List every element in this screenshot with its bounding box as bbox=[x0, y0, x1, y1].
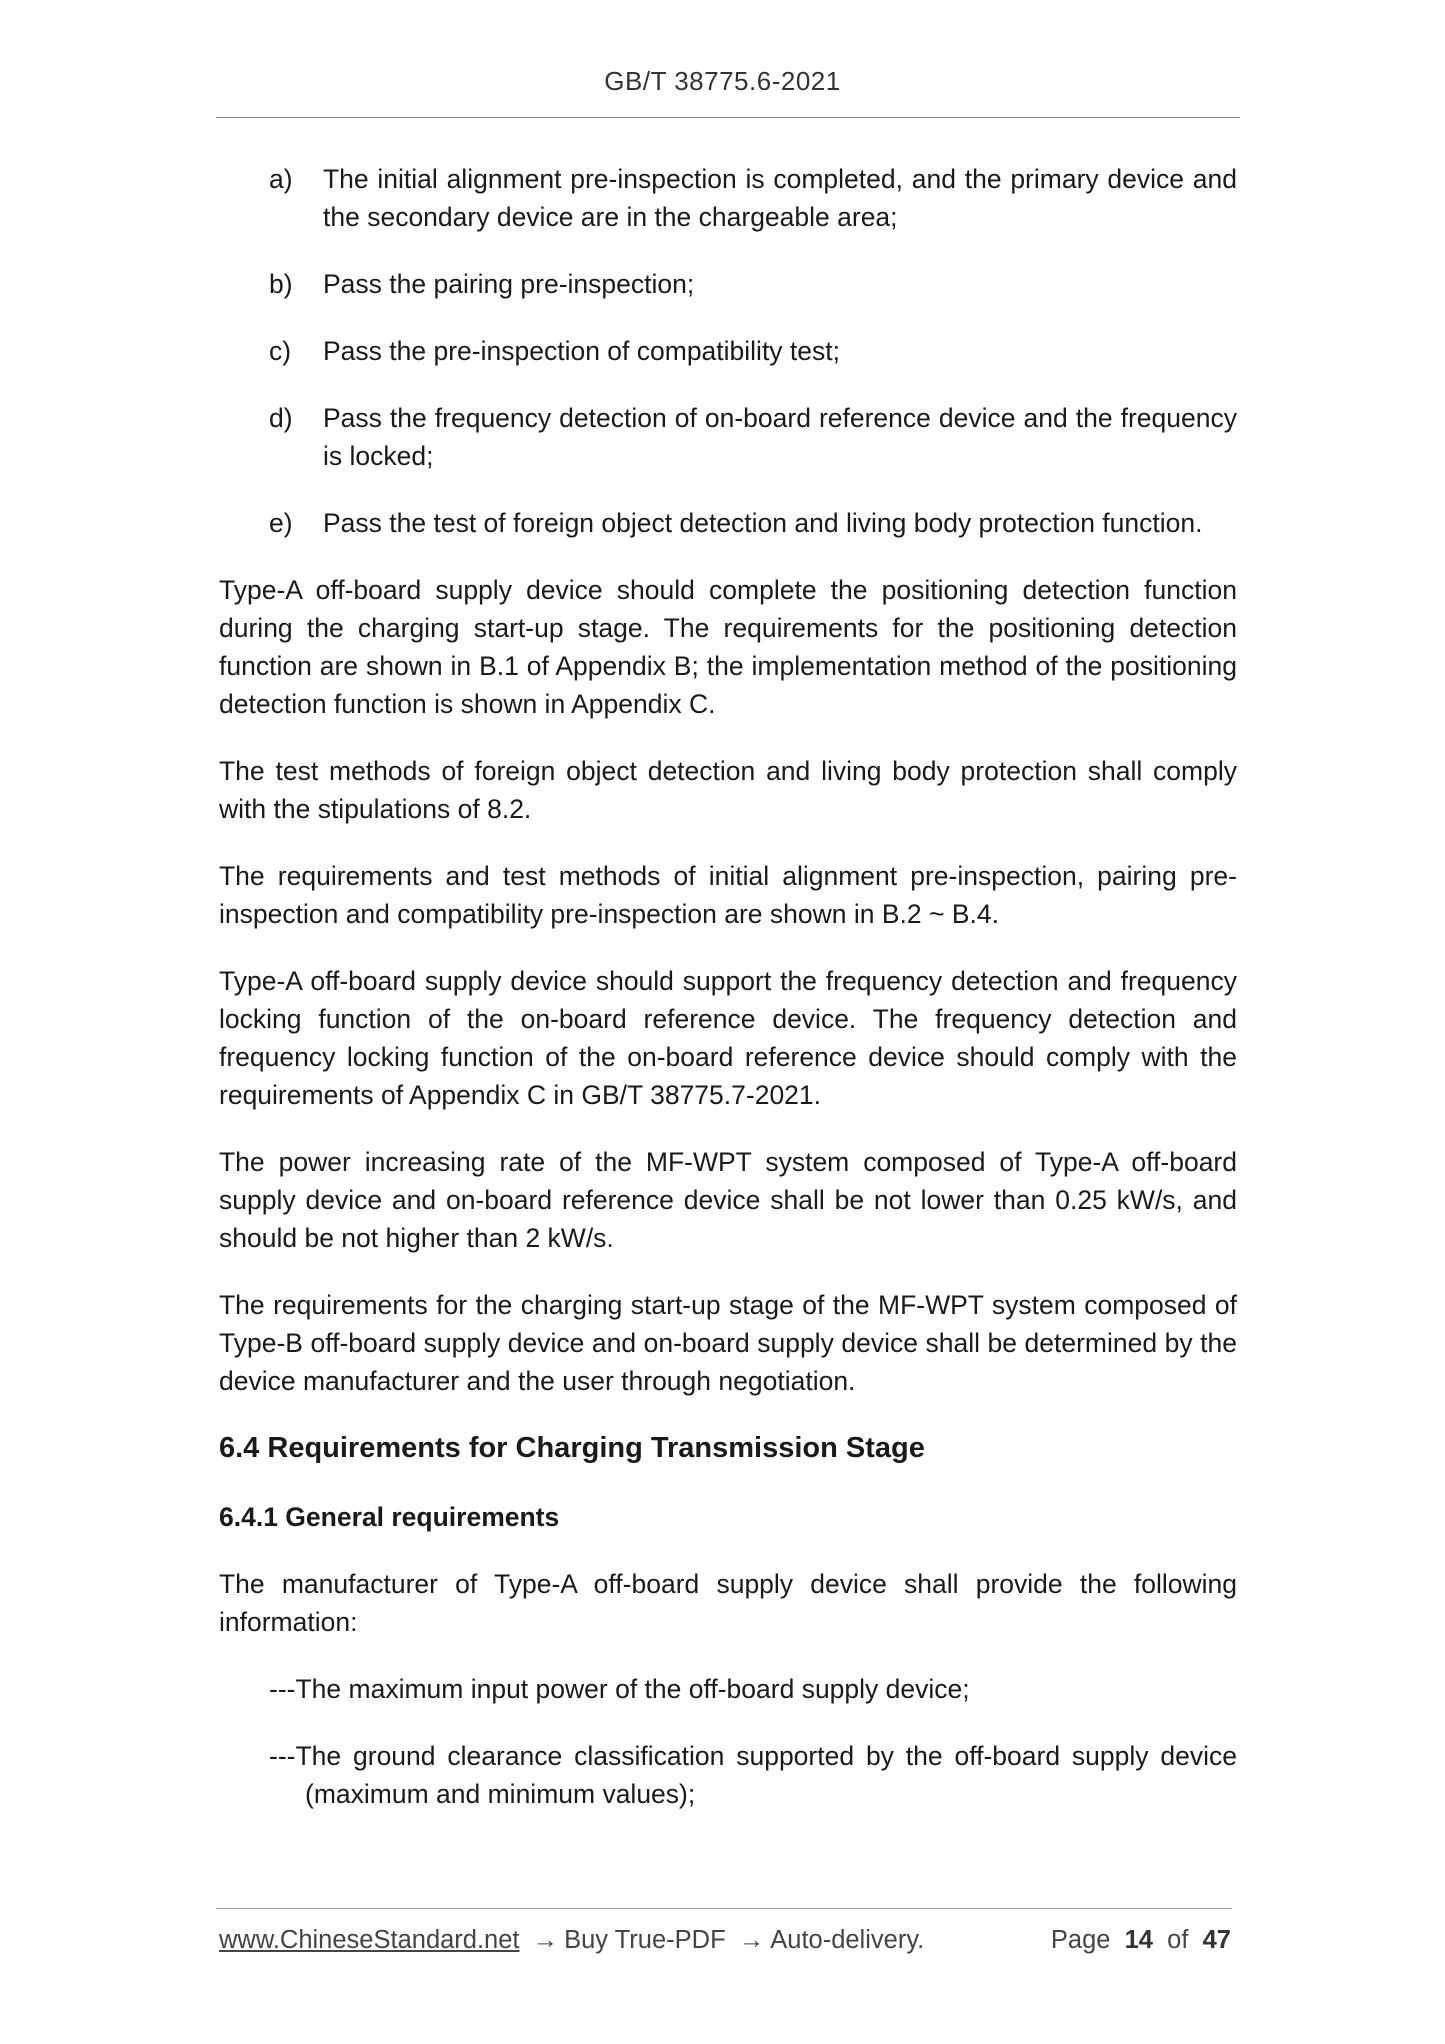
page-footer bbox=[219, 1926, 1231, 1955]
list-marker: a) bbox=[269, 164, 293, 194]
of-label: of bbox=[1167, 1926, 1189, 1954]
paragraph-manufacturer-info: The manufacturer of Type-A off-board supply device shall provide the following information: bbox=[219, 1569, 1237, 1637]
dash-item-text: The maximum input power of the off-board supply device; bbox=[295, 1674, 970, 1704]
dash-item-max-input-power bbox=[269, 1670, 1237, 1708]
document-header-title: GB/T 38775.6-2021 bbox=[604, 66, 841, 96]
list-item-text: Pass the test of foreign object detection and living body protection function. bbox=[323, 508, 1203, 538]
page-indicator bbox=[1051, 1926, 1231, 1955]
buy-true-pdf-text: Buy True-PDF bbox=[564, 1926, 726, 1954]
header-divider bbox=[216, 117, 1240, 118]
dash-item-text: The ground clearance classification supported by the off-board supply device (maximum and minimum values); bbox=[295, 1741, 1237, 1809]
list-marker: c) bbox=[269, 336, 292, 366]
list-item-text: Pass the pairing pre-inspection; bbox=[323, 269, 695, 299]
list-marker: e) bbox=[269, 508, 293, 538]
list-item-text: Pass the frequency detection of on-board reference device and the frequency is locked; bbox=[323, 403, 1237, 471]
document-body bbox=[219, 160, 1237, 1842]
list-item-e bbox=[219, 504, 1237, 542]
list-item-a bbox=[219, 160, 1237, 236]
list-item-b bbox=[219, 265, 1237, 303]
page-total: 47 bbox=[1202, 1926, 1231, 1954]
auto-delivery-text: Auto-delivery. bbox=[770, 1926, 925, 1954]
paragraph-test-methods: The test methods of foreign object detection and living body protection shall comply with the stipulations of 8.2. bbox=[219, 756, 1237, 824]
section-heading: 6.4 Requirements for Charging Transmission Stage bbox=[219, 1432, 925, 1464]
subsection-heading: 6.4.1 General requirements bbox=[219, 1502, 560, 1532]
list-marker: d) bbox=[269, 403, 293, 433]
website-link[interactable]: www.ChineseStandard.net bbox=[219, 1926, 520, 1954]
arrow-right-icon: → bbox=[738, 1926, 765, 1954]
paragraph-frequency-detection: Type-A off-board supply device should support the frequency detection and frequency locking function of the on-board reference device. The frequency detection and frequency locking function of the on-board reference device should comply with the requirements of Appendix C in GB/T 38775.7-2021. bbox=[219, 966, 1237, 1110]
dash-prefix: --- bbox=[269, 1741, 296, 1771]
list-item-d bbox=[219, 399, 1237, 475]
list-item-c bbox=[219, 332, 1237, 370]
arrow-right-icon: → bbox=[532, 1926, 559, 1954]
list-item-text: Pass the pre-inspection of compatibility test; bbox=[323, 336, 840, 366]
paragraph-positioning-detection: Type-A off-board supply device should complete the positioning detection function during the charging start-up stage. The requirements for the positioning detection function are shown in B.1 of Appendix B; the implementation method of the positioning detection function is shown in Appendix C. bbox=[219, 575, 1237, 719]
list-marker: b) bbox=[269, 269, 293, 299]
paragraph-pre-inspection: The requirements and test methods of initial alignment pre-inspection, pairing pre-inspection and compatibility pre-inspection are shown in B.2 ~ B.4. bbox=[219, 861, 1237, 929]
paragraph-type-b-requirements: The requirements for the charging start-up stage of the MF-WPT system composed of Type-B off-board supply device and on-board supply device shall be determined by the device manufacturer and the user through negotiation. bbox=[219, 1290, 1237, 1396]
footer-divider bbox=[216, 1908, 1232, 1909]
page-label: Page bbox=[1050, 1926, 1111, 1954]
dash-item-ground-clearance bbox=[269, 1737, 1237, 1813]
dash-prefix: --- bbox=[269, 1674, 296, 1704]
page-number: 14 bbox=[1124, 1926, 1153, 1954]
paragraph-power-increasing-rate: The power increasing rate of the MF-WPT system composed of Type-A off-board supply device and on-board reference device shall be not lower than 0.25 kW/s, and should be not higher than 2 kW/s. bbox=[219, 1147, 1237, 1253]
list-item-text: The initial alignment pre-inspection is completed, and the primary device and the secondary device are in the chargeable area; bbox=[323, 164, 1237, 232]
